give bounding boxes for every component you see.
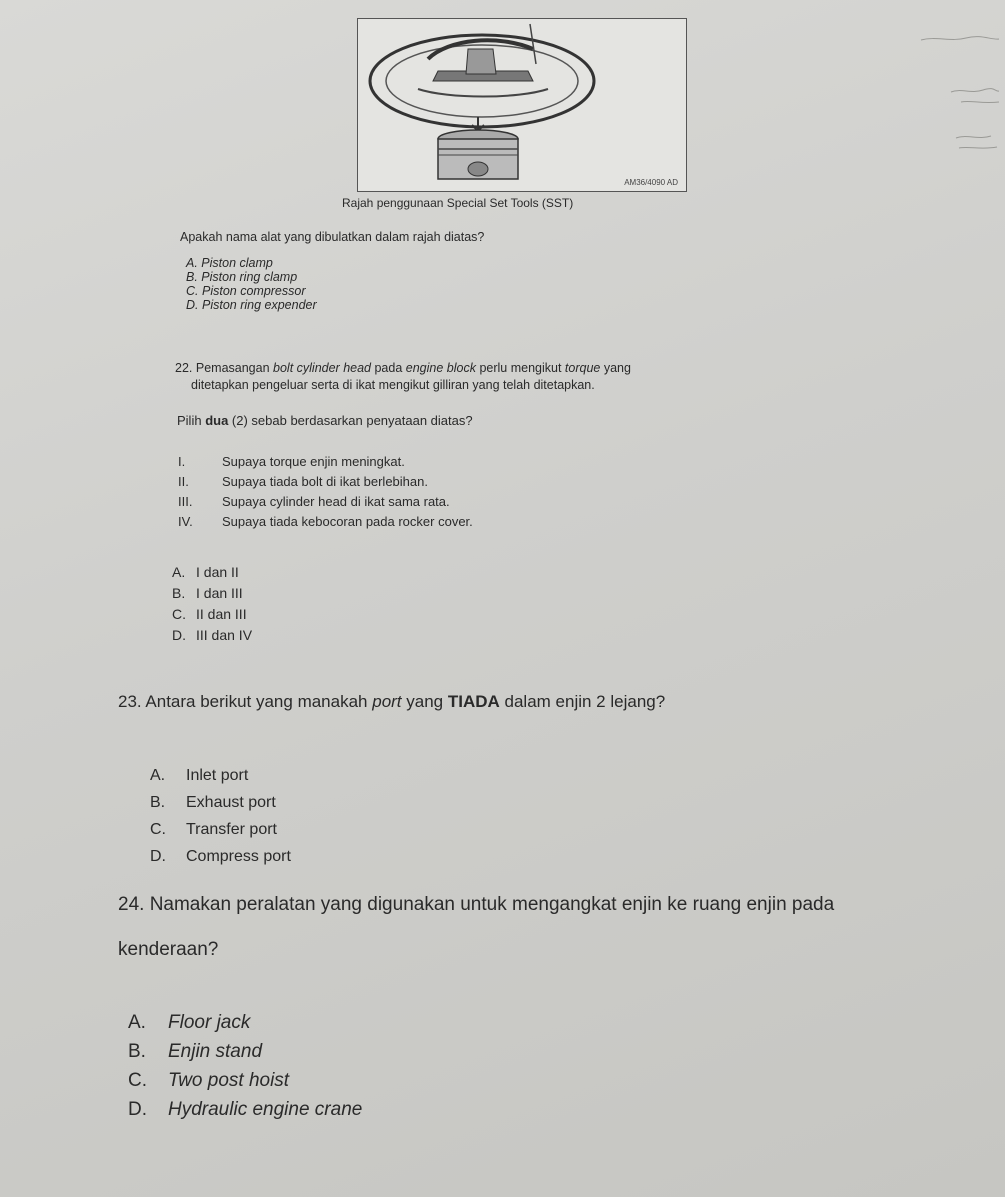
text-run: perlu mengikut [475, 361, 565, 375]
question-21-text: Apakah nama alat yang dibulatkan dalam rajah diatas? [180, 230, 485, 244]
text-run: port [372, 692, 402, 711]
option-text: Inlet port [186, 767, 249, 784]
text-run: dalam enjin 2 lejang? [499, 692, 666, 711]
statement-number: I. [178, 454, 186, 469]
option-letter: D. [186, 298, 199, 312]
option-21-a[interactable] [186, 256, 317, 270]
question-24-text [118, 882, 938, 972]
question-number: 22. [175, 361, 193, 375]
option-22-a[interactable] [172, 562, 252, 583]
option-24-a[interactable] [128, 1008, 362, 1037]
option-letter: C. [186, 284, 199, 298]
question-22-line2: ditetapkan pengeluar serta di ikat mengikut gilliran yang telah ditetapkan. [191, 378, 595, 392]
statement-iii [178, 492, 473, 512]
text-run: pada [371, 361, 406, 375]
option-text: Transfer port [186, 821, 277, 838]
piston-ring-tool-illustration [358, 19, 686, 191]
option-letter: B. [150, 794, 166, 811]
option-23-d[interactable] [150, 843, 291, 870]
statement-text: Supaya cylinder head di ikat sama rata. [222, 494, 450, 509]
text-run: yang [600, 361, 631, 375]
option-text: Compress port [186, 848, 291, 865]
option-text: Piston compressor [201, 284, 306, 298]
text-run: Pemasangan [195, 361, 274, 375]
text-run: TIADA [447, 692, 500, 711]
statement-text: Supaya torque enjin meningkat. [222, 454, 405, 469]
option-23-c[interactable] [150, 816, 291, 843]
option-text: Piston ring clamp [201, 270, 298, 284]
option-22-d[interactable] [172, 625, 252, 646]
option-letter: B. [186, 270, 198, 284]
question-22-statements [178, 452, 473, 532]
statement-iv [178, 512, 473, 532]
margin-bleed-marks [911, 30, 1001, 170]
figure-caption: Rajah penggunaan Special Set Tools (SST) [342, 196, 574, 210]
option-letter: D. [128, 1099, 147, 1120]
option-letter: C. [172, 606, 186, 622]
option-text: Piston ring expender [201, 298, 317, 312]
statement-number: IV. [178, 514, 193, 529]
question-22-ask [177, 413, 473, 428]
text-run: 23. Antara berikut yang manakah [118, 692, 373, 711]
option-letter: D. [172, 627, 186, 643]
text-run: dua [205, 413, 229, 428]
question-24-line2: kenderaan? [118, 939, 219, 960]
option-text: II dan III [196, 606, 247, 622]
option-23-a[interactable] [150, 762, 291, 789]
option-letter: A. [186, 256, 198, 270]
option-text: Enjin stand [168, 1041, 263, 1062]
option-21-b[interactable] [186, 270, 317, 284]
option-letter: C. [150, 821, 166, 838]
text-run: bolt cylinder head [273, 361, 371, 375]
option-22-c[interactable] [172, 604, 252, 625]
option-letter: B. [172, 585, 186, 601]
statement-ii [178, 472, 473, 492]
option-letter: A. [150, 767, 166, 784]
question-24-options [128, 1008, 362, 1124]
option-21-d[interactable] [186, 298, 317, 312]
piston-tool-figure [357, 18, 687, 192]
option-letter: D. [150, 848, 166, 865]
question-24-line1: 24. Namakan peralatan yang digunakan untuk mengangkat enjin ke ruang enjin pada [118, 894, 835, 915]
text-run: torque [564, 361, 601, 375]
option-22-b[interactable] [172, 583, 252, 604]
statement-number: III. [178, 494, 193, 509]
option-text: Two post hoist [168, 1070, 290, 1091]
text-run: engine block [405, 361, 476, 375]
option-text: I dan II [196, 564, 239, 580]
option-24-c[interactable] [128, 1066, 362, 1095]
question-22-options [172, 562, 252, 646]
option-text: I dan III [196, 585, 243, 601]
statement-i [178, 452, 473, 472]
question-21-options [186, 256, 317, 312]
option-24-d[interactable] [128, 1095, 362, 1124]
option-letter: A. [128, 1012, 146, 1033]
text-run: Pilih [177, 413, 206, 428]
statement-text: Supaya tiada bolt di ikat berlebihan. [222, 474, 428, 489]
question-22-text [175, 360, 865, 394]
text-run: yang [401, 692, 448, 711]
option-text: Floor jack [168, 1012, 251, 1033]
option-text: Exhaust port [186, 794, 276, 811]
figure-code: AM36/4090 AD [624, 178, 678, 187]
option-text: Hydraulic engine crane [168, 1099, 363, 1120]
option-letter: B. [128, 1041, 146, 1062]
option-24-b[interactable] [128, 1037, 362, 1066]
question-23-options [150, 762, 291, 870]
question-23-text [118, 692, 665, 712]
option-23-b[interactable] [150, 789, 291, 816]
option-letter: A. [172, 564, 186, 580]
option-21-c[interactable] [186, 284, 317, 298]
statement-text: Supaya tiada kebocoran pada rocker cover. [222, 514, 473, 529]
option-letter: C. [128, 1070, 147, 1091]
statement-number: II. [178, 474, 189, 489]
text-run: (2) sebab berdasarkan penyataan diatas? [228, 413, 473, 428]
option-text: III dan IV [196, 627, 253, 643]
option-text: Piston clamp [201, 256, 273, 270]
